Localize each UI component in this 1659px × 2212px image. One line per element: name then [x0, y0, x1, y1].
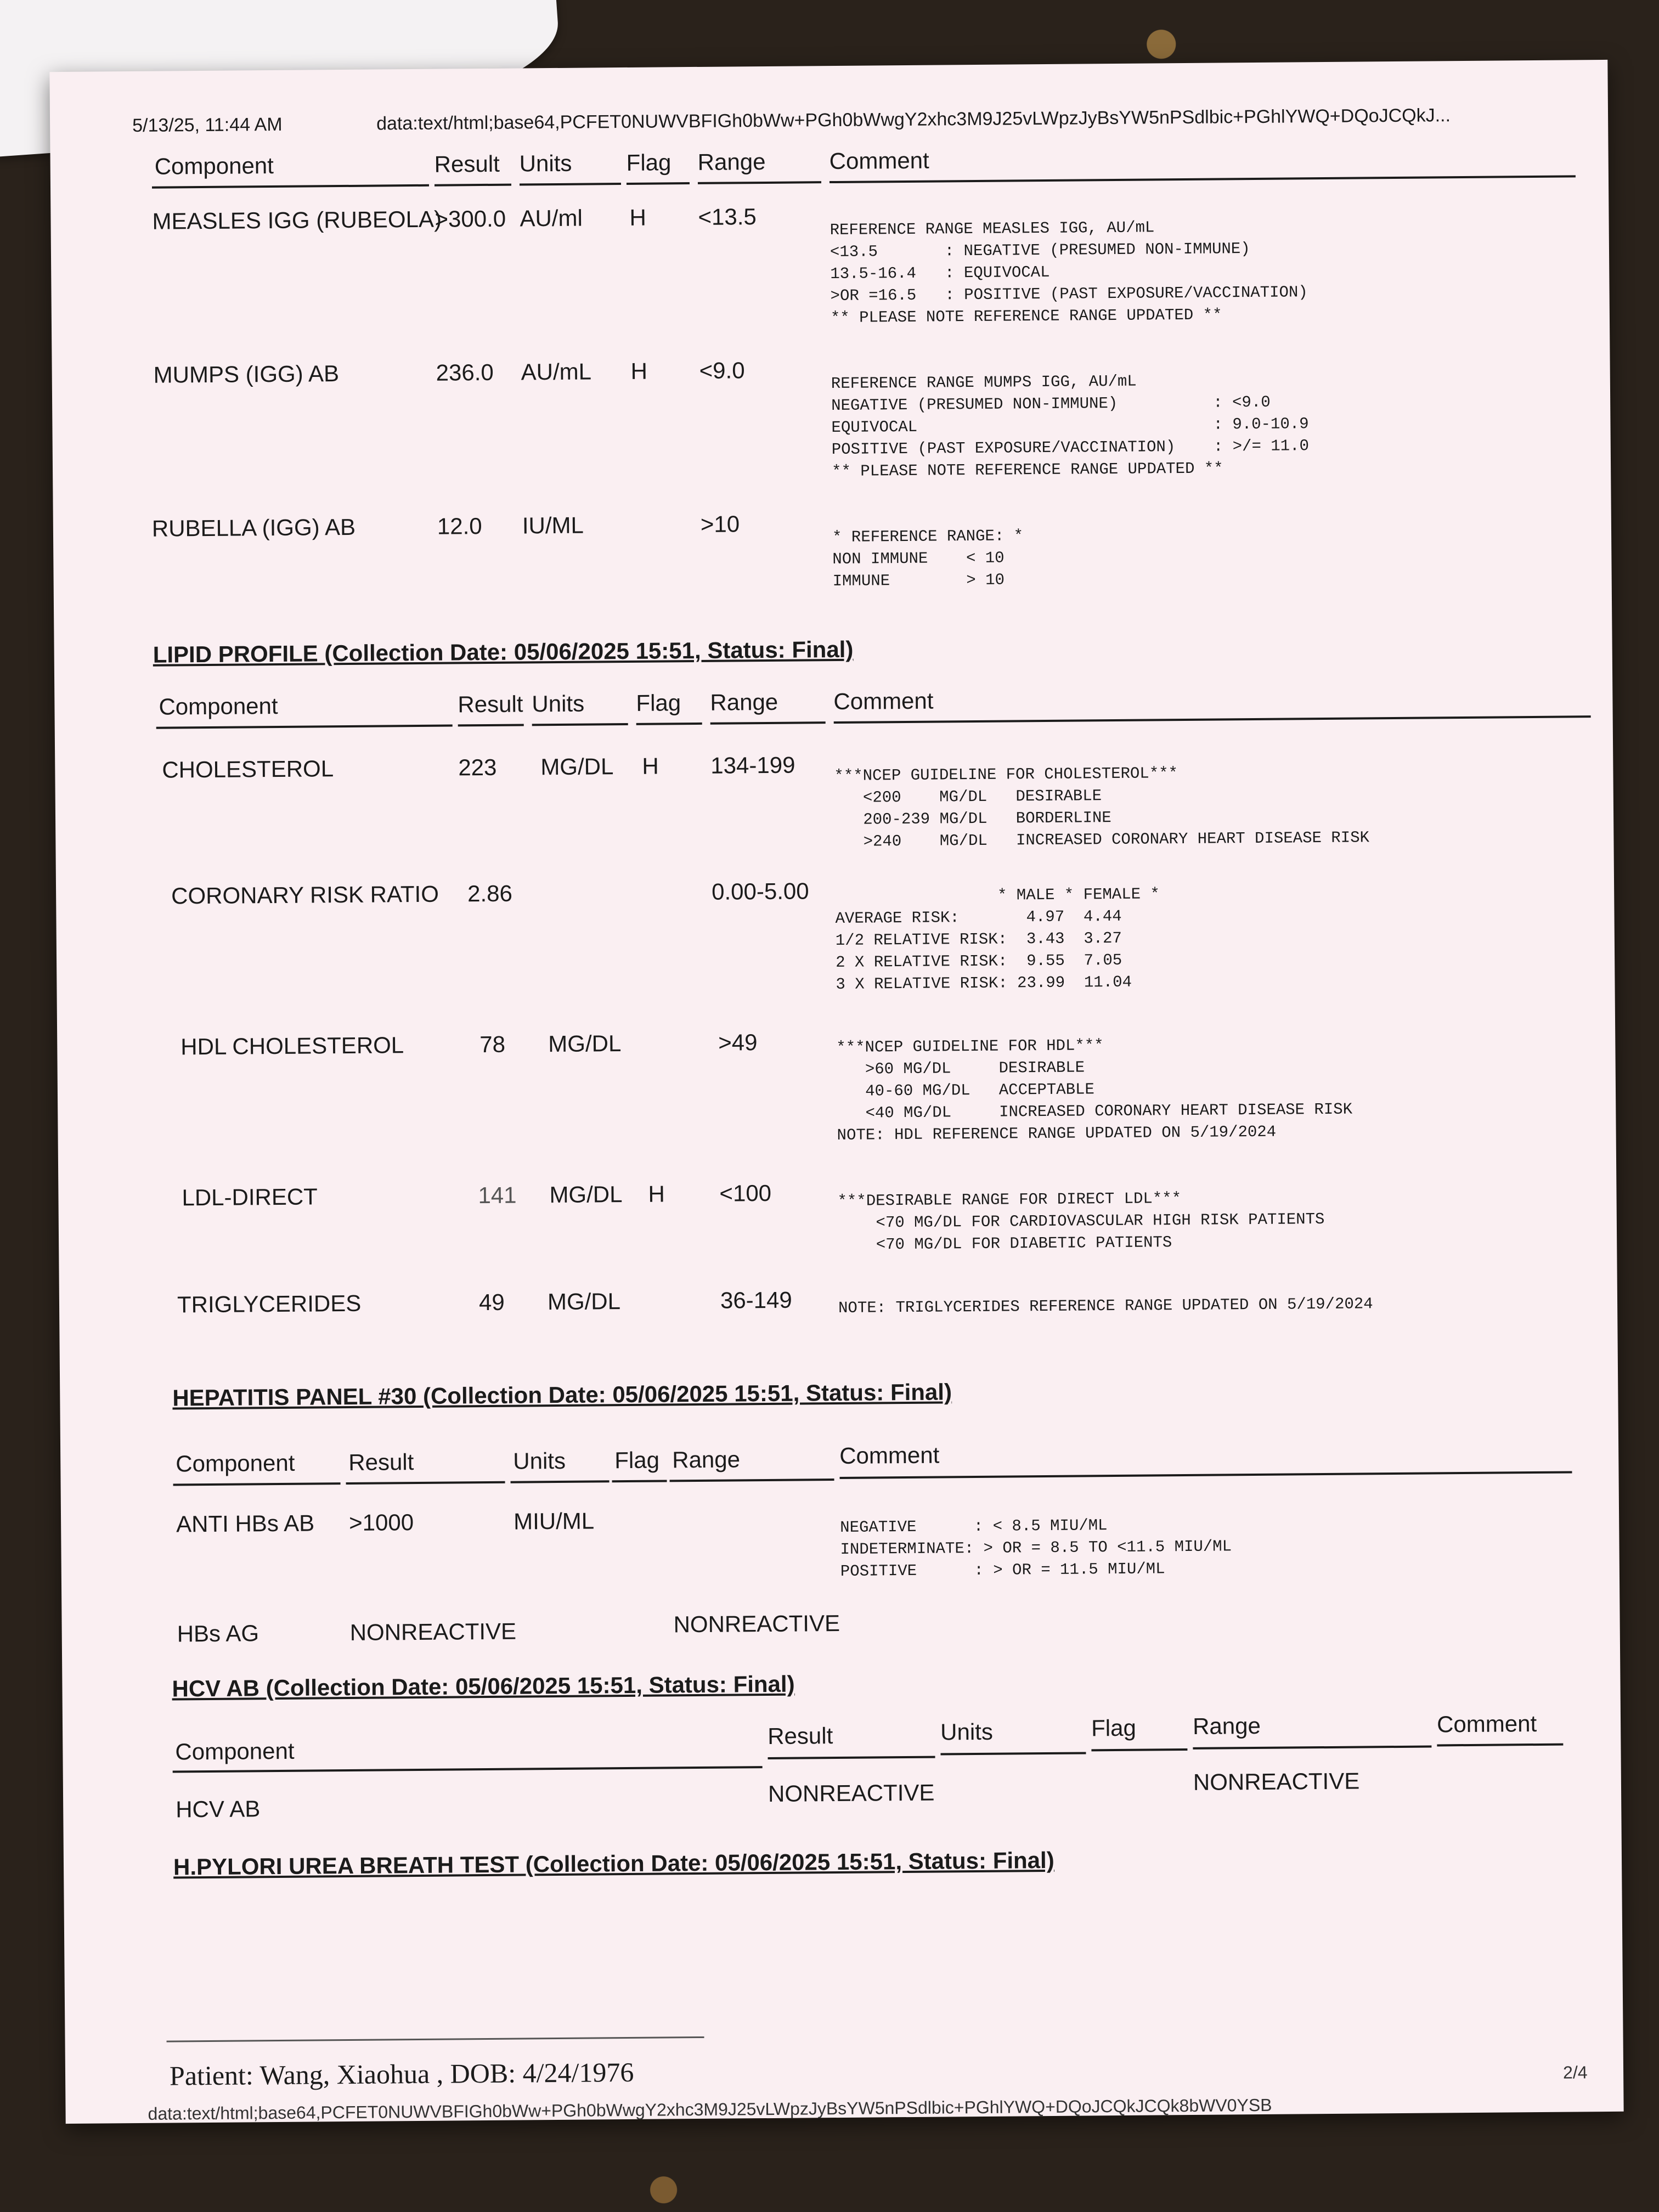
header-rule	[768, 1756, 935, 1759]
comment: NEGATIVE : < 8.5 MIU/ML INDETERMINATE: > OR = 8.5 TO <11.5 MIU/ML POSITIVE : > OR = 11.5 MIU/ML	[840, 1516, 1232, 1581]
header-rule	[940, 1752, 1086, 1755]
section-title: HCV AB (Collection Date: 05/06/2025 15:51, Status: Final)	[172, 1671, 795, 1702]
header-rule	[532, 723, 628, 726]
component-name: ANTI HBs AB	[176, 1510, 315, 1537]
result-value: >300.0	[435, 205, 506, 232]
reference-range: 134-199	[710, 752, 795, 778]
print-url: data:text/html;base64,PCFET0NUWVBFIGh0bWw+PGh0bWwgY2xhc3M9J25vLWpzJyBsYW5nPSdlbic+PGhlYWQ+DQoJCQkJ...	[376, 105, 1451, 134]
header-rule	[346, 1481, 505, 1485]
component-name: HCV AB	[176, 1796, 261, 1822]
col-header-comment: Comment	[839, 1442, 940, 1469]
footer-url: data:text/html;base64,PCFET0NUWVBFIGh0bWw+PGh0bWwgY2xhc3M9J25vLWpzJyBsYW5nPSdlbic+PGhlYWQ+DQoJCQkJCQk8bWV0YSB	[148, 2095, 1272, 2124]
header-rule	[152, 184, 429, 189]
header-rule	[435, 184, 511, 187]
col-header-range: Range	[710, 689, 778, 715]
col-header-result: Result	[768, 1723, 833, 1750]
component-name: LDL-DIRECT	[182, 1183, 318, 1211]
flag: H	[630, 358, 648, 384]
col-header-component: Component	[159, 692, 278, 720]
col-header-units: Units	[519, 150, 572, 177]
result-value: NONREACTIVE	[768, 1779, 935, 1807]
lab-report-page	[49, 60, 1623, 2124]
units: MG/DL	[549, 1181, 623, 1208]
component-name: TRIGLYCERIDES	[177, 1290, 362, 1318]
units: MG/DL	[548, 1030, 622, 1057]
result-value: 141	[478, 1182, 517, 1209]
col-header-units: Units	[532, 690, 585, 717]
component-name: RUBELLA (IGG) AB	[151, 514, 356, 541]
comment: ***NCEP GUIDELINE FOR CHOLESTEROL*** <200 MG/DL DESIRABLE 200-239 MG/DL BORDERLINE >240 MG/DL INCREASED CORONARY HEART DISEASE RISK	[834, 764, 1370, 851]
header-rule	[520, 183, 621, 185]
result-value: 223	[458, 754, 497, 781]
col-header-flag: Flag	[636, 690, 681, 716]
component-name: CORONARY RISK RATIO	[171, 881, 439, 909]
reference-range: NONREACTIVE	[1193, 1768, 1360, 1795]
comment: * MALE * FEMALE * AVERAGE RISK: 4.97 4.44 1/2 RELATIVE RISK: 3.43 3.27 2 X RELATIVE RISK: 9.55 7.05 3 X RELATIVE RISK: 23.99 11.04	[835, 885, 1160, 994]
header-rule	[1193, 1746, 1431, 1750]
comment: REFERENCE RANGE MEASLES IGG, AU/mL <13.5 : NEGATIVE (PRESUMED NON-IMMUNE) 13.5-16.4 : EQUIVOCAL >OR =16.5 : POSITIVE (PAST EXPOSURE/VACCINATION) ** PLEASE NOTE REFERENCE RANGE UPDATED **	[830, 218, 1308, 328]
units: IU/ML	[522, 512, 584, 539]
result-value: NONREACTIVE	[349, 1618, 517, 1645]
result-value: 78	[479, 1031, 506, 1058]
header-rule	[636, 723, 702, 725]
component-name: MEASLES IGG (RUBEOLA)	[152, 206, 442, 234]
page-number: 2/4	[1562, 2062, 1588, 2083]
header-rule	[670, 1479, 834, 1482]
section-title: HEPATITIS PANEL #30 (Collection Date: 05/06/2025 15:51, Status: Final)	[172, 1379, 952, 1411]
patient-info: Patient: Wang, Xiaohua , DOB: 4/24/1976	[169, 2056, 634, 2091]
col-header-comment: Comment	[833, 687, 934, 715]
reference-range: >10	[700, 511, 740, 537]
units: AU/ml	[520, 205, 583, 232]
section-title: LIPID PROFILE (Collection Date: 05/06/2025 15:51, Status: Final)	[153, 636, 854, 668]
header-rule	[511, 1480, 610, 1483]
result-value: 12.0	[437, 513, 482, 539]
header-rule	[173, 1482, 341, 1486]
header-rule	[1091, 1748, 1187, 1751]
flag: H	[629, 204, 646, 230]
reference-range: 36-149	[720, 1286, 792, 1313]
result-value: >1000	[348, 1509, 414, 1536]
col-header-comment: Comment	[1436, 1711, 1537, 1737]
result-value: 2.86	[467, 880, 513, 907]
result-value: 49	[478, 1289, 505, 1316]
comment: NOTE: TRIGLYCERIDES REFERENCE RANGE UPDATED ON 5/19/2024	[838, 1295, 1373, 1317]
reference-range: <9.0	[699, 357, 745, 383]
col-header-result: Result	[458, 691, 523, 718]
header-rule	[830, 175, 1576, 183]
header-rule	[612, 1480, 667, 1482]
header-rule	[156, 724, 453, 729]
flag: H	[648, 1181, 665, 1207]
units: MG/DL	[540, 753, 614, 780]
header-rule	[834, 715, 1591, 724]
header-rule	[627, 182, 690, 185]
col-header-range: Range	[697, 148, 766, 175]
col-header-units: Units	[513, 1447, 566, 1474]
col-header-flag: Flag	[614, 1447, 660, 1474]
reference-range: <13.5	[698, 204, 757, 230]
units: AU/mL	[521, 358, 592, 385]
reference-range: <100	[719, 1180, 772, 1206]
reference-range: 0.00-5.00	[711, 878, 809, 905]
comment: ***DESIRABLE RANGE FOR DIRECT LDL*** <70 MG/DL FOR CARDIOVASCULAR HIGH RISK PATIENTS <70 MG/DL FOR DIABETIC PATIENTS	[837, 1189, 1325, 1254]
reference-range: NONREACTIVE	[673, 1610, 840, 1638]
hpylori-section-title: H.PYLORI UREA BREATH TEST (Collection Date: 05/06/2025 15:51, Status: Final)	[173, 1847, 1054, 1880]
component-name: HDL CHOLESTEROL	[180, 1032, 404, 1060]
col-header-flag: Flag	[1091, 1714, 1137, 1741]
comment: REFERENCE RANGE MUMPS IGG, AU/mL NEGATIVE (PRESUMED NON-IMMUNE) : <9.0 EQUIVOCAL : 9.0-10.9 POSITIVE (PAST EXPOSURE/VACCINATION) : >/= 11.0 ** PLEASE NOTE REFERENCE RANGE UPDATED **	[831, 372, 1310, 481]
col-header-component: Component	[175, 1737, 295, 1765]
comment: ***NCEP GUIDELINE FOR HDL*** >60 MG/DL DESIRABLE 40-60 MG/DL ACCEPTABLE <40 MG/DL INCREASED CORONARY HEART DISEASE RISK NOTE: HDL REFERENCE RANGE UPDATED ON 5/19/2024	[836, 1036, 1353, 1144]
header-rule	[173, 1766, 763, 1773]
header-rule	[698, 181, 821, 184]
component-name: MUMPS (IGG) AB	[153, 360, 340, 388]
component-name: HBs AG	[177, 1620, 259, 1647]
header-rule	[458, 724, 524, 726]
col-header-flag: Flag	[626, 149, 672, 176]
reference-range: >49	[718, 1029, 758, 1056]
comment: * REFERENCE RANGE: * NON IMMUNE < 10 IMMUNE > 10	[832, 527, 1024, 591]
header-rule	[1437, 1743, 1563, 1747]
result-value: 236.0	[436, 359, 494, 386]
print-timestamp: 5/13/25, 11:44 AM	[132, 114, 283, 137]
units: MIU/ML	[513, 1508, 595, 1534]
component-name: CHOLESTEROL	[162, 755, 334, 783]
col-header-units: Units	[940, 1718, 994, 1745]
col-header-range: Range	[1192, 1712, 1261, 1739]
footer-rule	[167, 2036, 704, 2042]
units: MG/DL	[547, 1288, 621, 1315]
col-header-component: Component	[176, 1449, 295, 1477]
col-header-range: Range	[672, 1446, 741, 1473]
col-header-component: Component	[154, 153, 274, 179]
header-rule	[710, 721, 826, 725]
header-rule	[840, 1471, 1572, 1479]
col-header-comment: Comment	[829, 147, 929, 174]
flag: H	[642, 753, 659, 779]
col-header-result: Result	[434, 150, 500, 177]
col-header-result: Result	[348, 1449, 414, 1476]
